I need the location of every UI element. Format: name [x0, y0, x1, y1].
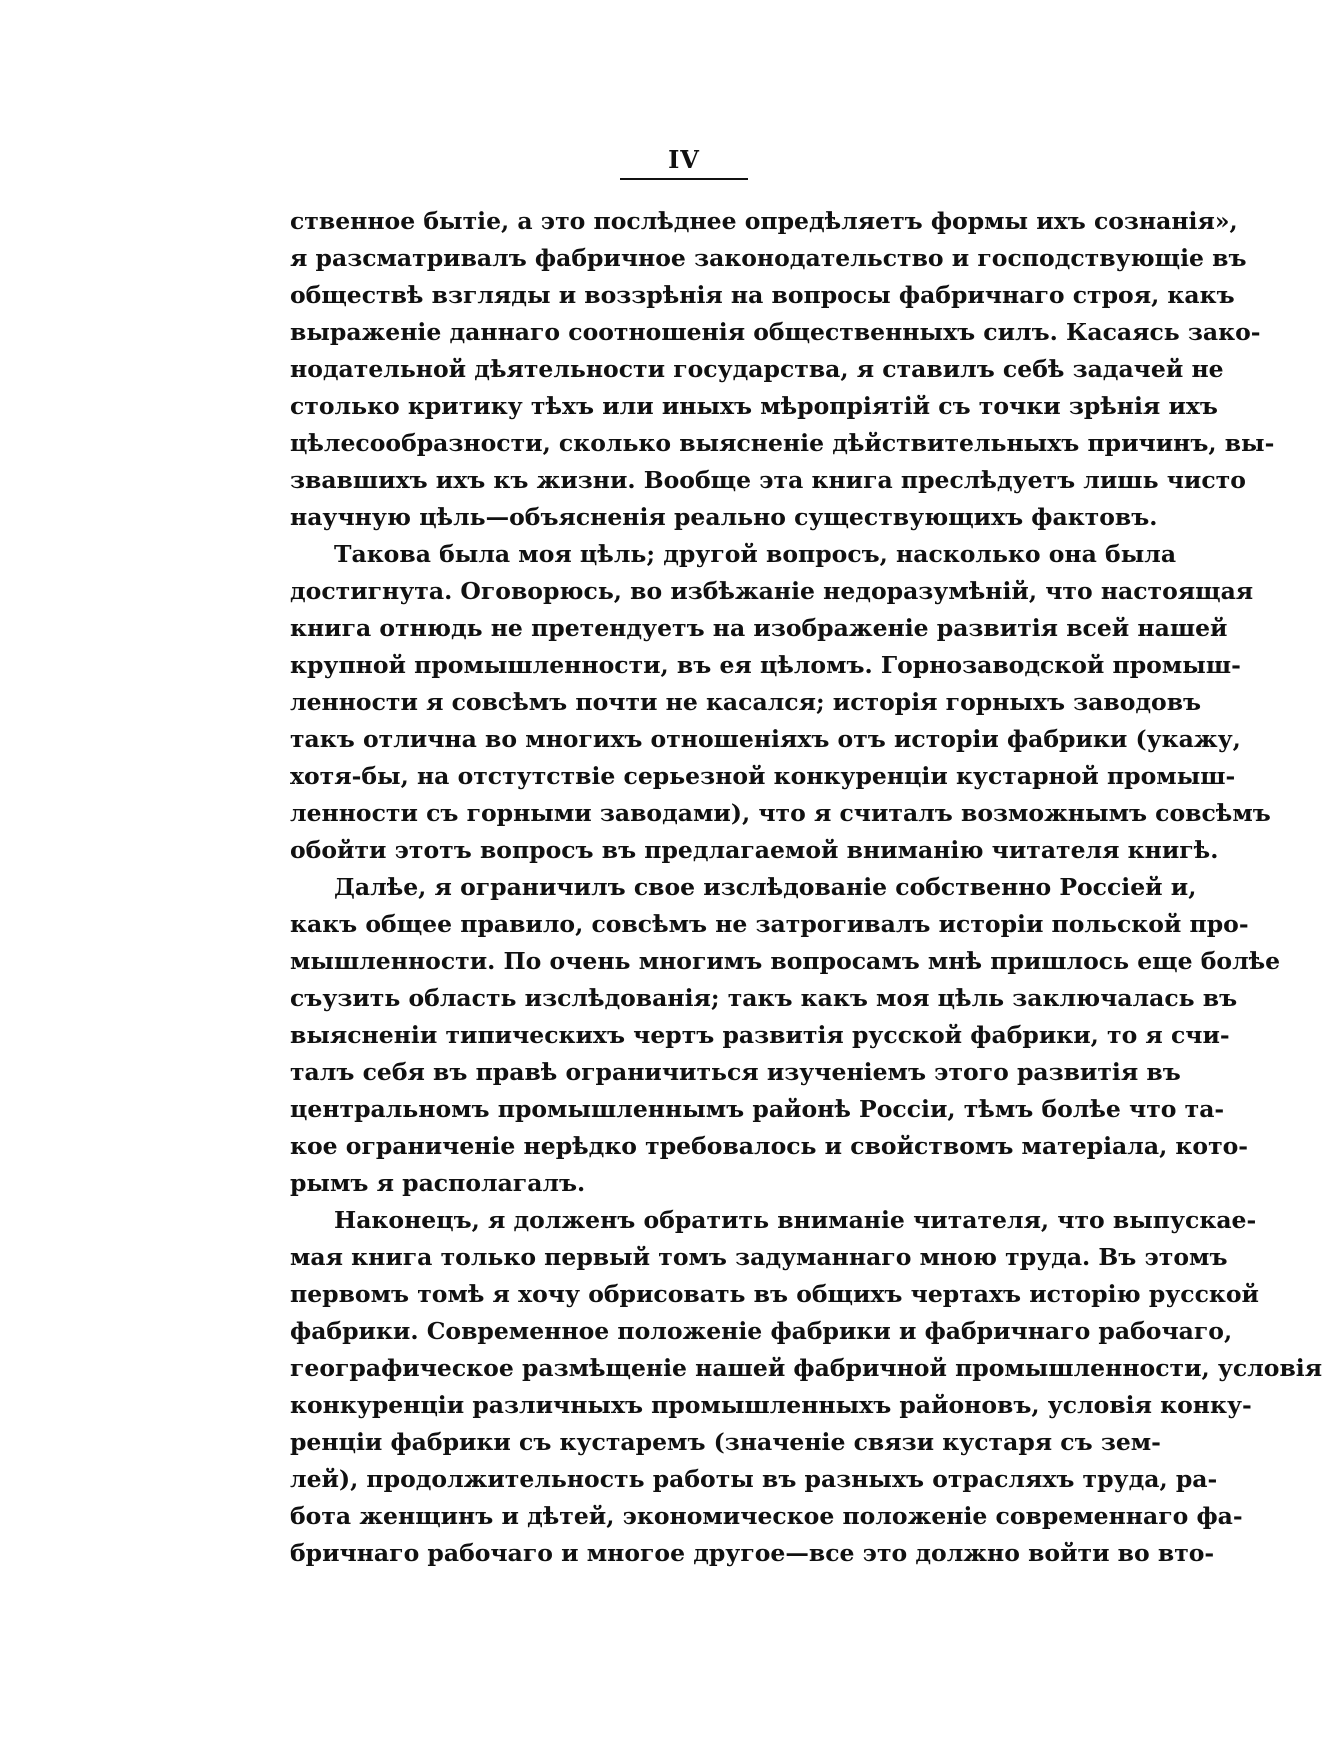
text-line: центральномъ промышленнымъ районѣ Россіи, тѣмъ болѣе что та- — [290, 1095, 1225, 1123]
text-line: ленности съ горными заводами), что я считалъ возможнымъ совсѣмъ — [290, 799, 1271, 827]
text-line: книга отнюдь не претендуетъ на изображеніе развитія всей нашей — [290, 614, 1228, 642]
text-line: съузить область изслѣдованія; такъ какъ моя цѣль заключалась въ — [290, 984, 1238, 1012]
text-line: бричнаго рабочаго и многое другое—все это должно войти во вто- — [290, 1539, 1215, 1567]
text-line: фабрики. Современное положеніе фабрики и фабричнаго рабочаго, — [290, 1317, 1233, 1345]
text-line: достигнута. Оговорюсь, во избѣжаніе недоразумѣній, что настоящая — [290, 577, 1254, 605]
text-line: звавшихъ ихъ къ жизни. Вообще эта книга преслѣдуетъ лишь чисто — [290, 466, 1246, 494]
text-line: я разсматривалъ фабричное законодательство и господствующіе въ — [290, 244, 1247, 272]
page-body — [290, 203, 1322, 1572]
text-line: лей), продолжительность работы въ разныхъ отрасляхъ труда, ра- — [290, 1465, 1218, 1493]
text-line: талъ себя въ правѣ ограничиться изученіемъ этого развитія въ — [290, 1058, 1181, 1086]
text-line: обойти этотъ вопросъ въ предлагаемой вниманію читателя книгѣ. — [290, 836, 1219, 864]
text-line: выраженіе даннаго соотношенія общественныхъ силъ. Касаясь зако- — [290, 318, 1261, 346]
text-line: географическое размѣщеніе нашей фабричной промышленности, условія — [290, 1354, 1322, 1382]
header-rule — [620, 178, 748, 180]
text-line: ленности я совсѣмъ почти не касался; исторія горныхъ заводовъ — [290, 688, 1202, 716]
text-line: обществѣ взгляды и воззрѣнія на вопросы фабричнаго строя, какъ — [290, 281, 1235, 309]
text-line: нодательной дѣятельности государства, я ставилъ себѣ задачей не — [290, 355, 1224, 383]
text-line: крупной промышленности, въ ея цѣломъ. Горнозаводской промыш- — [290, 651, 1241, 679]
text-line: мышленности. По очень многимъ вопросамъ мнѣ пришлось еще болѣе — [290, 947, 1281, 975]
text-line: мая книга только первый томъ задуманнаго мною труда. Въ этомъ — [290, 1243, 1228, 1271]
text-line: хотя-бы, на отстутствіе серьезной конкуренціи кустарной промыш- — [290, 762, 1236, 790]
text-line: ственное бытіе, а это послѣднее опредѣляетъ формы ихъ сознанія», — [290, 207, 1238, 235]
paragraph-first-line: Такова была моя цѣль; другой вопросъ, насколько она была — [334, 540, 1177, 568]
text-line: бота женщинъ и дѣтей, экономическое положеніе современнаго фа- — [290, 1502, 1243, 1530]
text-line: первомъ томѣ я хочу обрисовать въ общихъ чертахъ исторію русской — [290, 1280, 1259, 1308]
text-line: столько критику тѣхъ или иныхъ мѣропріятій съ точки зрѣнія ихъ — [290, 392, 1218, 420]
text-line: кое ограниченіе нерѣдко требовалось и свойствомъ матеріала, кото- — [290, 1132, 1249, 1160]
page-header — [620, 146, 748, 180]
page-number: IV — [668, 145, 700, 174]
text-line: какъ общее правило, совсѣмъ не затрогивалъ исторіи польской про- — [290, 910, 1249, 938]
paragraph-first-line: Наконецъ, я долженъ обратить вниманіе читателя, что выпускае- — [334, 1206, 1257, 1234]
text-line: научную цѣль—объясненія реально существующихъ фактовъ. — [290, 503, 1158, 531]
paragraph-first-line: Далѣе, я ограничилъ свое изслѣдованіе собственно Россіей и, — [334, 873, 1197, 901]
text-line: ренціи фабрики съ кустаремъ (значеніе связи кустаря съ зем- — [290, 1428, 1161, 1456]
text-line: конкуренціи различныхъ промышленныхъ районовъ, условія конку- — [290, 1391, 1252, 1419]
text-line: цѣлесообразности, сколько выясненіе дѣйствительныхъ причинъ, вы- — [290, 429, 1275, 457]
text-line: рымъ я располагалъ. — [290, 1169, 586, 1197]
text-line: такъ отлична во многихъ отношеніяхъ отъ исторіи фабрики (укажу, — [290, 725, 1241, 753]
text-line: выясненіи типическихъ чертъ развитія русской фабрики, то я счи- — [290, 1021, 1230, 1049]
